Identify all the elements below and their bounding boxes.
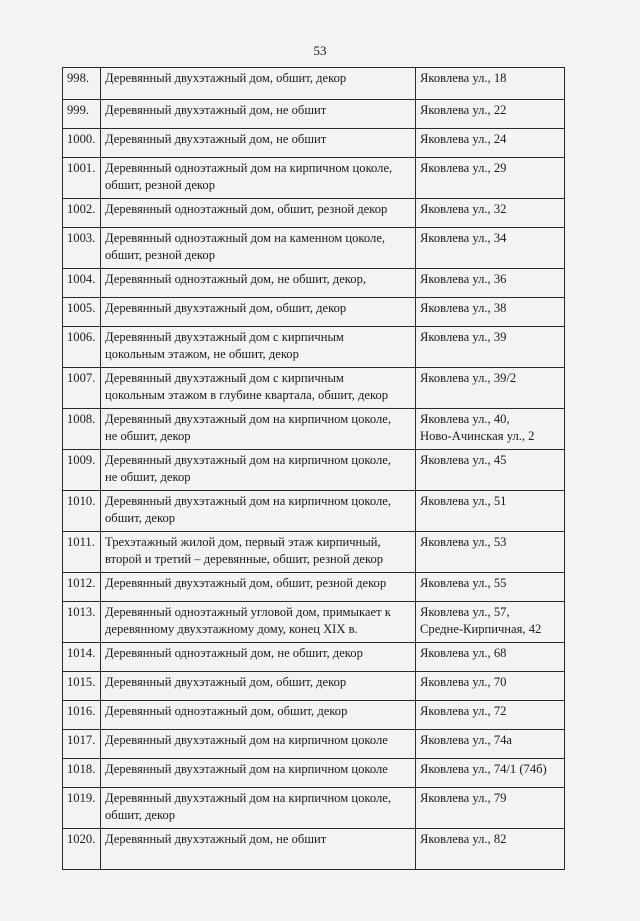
building-description: Деревянный одноэтажный угловой дом, примыкает к деревянному двухэтажному дому, конец XIX в. bbox=[101, 602, 416, 643]
building-address: Яковлева ул., 39 bbox=[416, 327, 565, 368]
building-address: Яковлева ул., 22 bbox=[416, 100, 565, 129]
table-row bbox=[63, 269, 565, 298]
building-description: Деревянный одноэтажный дом, не обшит, декор bbox=[101, 643, 416, 672]
row-number: 1014. bbox=[63, 643, 101, 672]
building-address: Яковлева ул., 34 bbox=[416, 228, 565, 269]
building-description: Деревянный одноэтажный дом на каменном цоколе, обшит, резной декор bbox=[101, 228, 416, 269]
building-description: Деревянный двухэтажный дом на кирпичном цоколе, обшит, декор bbox=[101, 788, 416, 829]
table-row bbox=[63, 643, 565, 672]
building-address: Яковлева ул., 82 bbox=[416, 829, 565, 870]
row-number: 1012. bbox=[63, 573, 101, 602]
building-address: Яковлева ул., 53 bbox=[416, 532, 565, 573]
table-row bbox=[63, 450, 565, 491]
building-address: Яковлева ул., 18 bbox=[416, 68, 565, 100]
building-address: Яковлева ул., 40, Ново-Ачинская ул., 2 bbox=[416, 409, 565, 450]
row-number: 1018. bbox=[63, 759, 101, 788]
row-number: 1017. bbox=[63, 730, 101, 759]
table-row bbox=[63, 701, 565, 730]
table-row bbox=[63, 100, 565, 129]
building-address: Яковлева ул., 79 bbox=[416, 788, 565, 829]
table-row bbox=[63, 368, 565, 409]
table-row bbox=[63, 228, 565, 269]
building-description: Деревянный одноэтажный дом на кирпичном цоколе, обшит, резной декор bbox=[101, 158, 416, 199]
building-description: Деревянный двухэтажный дом, не обшит bbox=[101, 829, 416, 870]
table-row bbox=[63, 672, 565, 701]
building-description: Деревянный одноэтажный дом, обшит, резной декор bbox=[101, 199, 416, 228]
building-address: Яковлева ул., 74а bbox=[416, 730, 565, 759]
building-address: Яковлева ул., 72 bbox=[416, 701, 565, 730]
heritage-registry-table bbox=[62, 67, 565, 870]
building-description: Деревянный двухэтажный дом с кирпичным цокольным этажом, не обшит, декор bbox=[101, 327, 416, 368]
table-row bbox=[63, 573, 565, 602]
building-description: Трехэтажный жилой дом, первый этаж кирпичный, второй и третий – деревянные, обшит, резной декор bbox=[101, 532, 416, 573]
building-address: Яковлева ул., 38 bbox=[416, 298, 565, 327]
building-description: Деревянный двухэтажный дом, обшит, декор bbox=[101, 298, 416, 327]
row-number: 1002. bbox=[63, 199, 101, 228]
table-row bbox=[63, 409, 565, 450]
building-address: Яковлева ул., 45 bbox=[416, 450, 565, 491]
building-description: Деревянный двухэтажный дом, не обшит bbox=[101, 129, 416, 158]
building-address: Яковлева ул., 39/2 bbox=[416, 368, 565, 409]
building-description: Деревянный одноэтажный дом, обшит, декор bbox=[101, 701, 416, 730]
building-description: Деревянный двухэтажный дом на кирпичном цоколе, не обшит, декор bbox=[101, 409, 416, 450]
row-number: 1007. bbox=[63, 368, 101, 409]
table-row bbox=[63, 491, 565, 532]
table-row bbox=[63, 298, 565, 327]
building-address: Яковлева ул., 68 bbox=[416, 643, 565, 672]
building-description: Деревянный двухэтажный дом, обшит, резной декор bbox=[101, 573, 416, 602]
row-number: 1019. bbox=[63, 788, 101, 829]
building-description: Деревянный двухэтажный дом, обшит, декор bbox=[101, 672, 416, 701]
building-description: Деревянный двухэтажный дом, не обшит bbox=[101, 100, 416, 129]
row-number: 1003. bbox=[63, 228, 101, 269]
building-address: Яковлева ул., 29 bbox=[416, 158, 565, 199]
building-address: Яковлева ул., 24 bbox=[416, 129, 565, 158]
table-row bbox=[63, 829, 565, 870]
page-number: 53 bbox=[313, 43, 327, 58]
building-description: Деревянный двухэтажный дом, обшит, декор bbox=[101, 68, 416, 100]
row-number: 1006. bbox=[63, 327, 101, 368]
building-description: Деревянный одноэтажный дом, не обшит, декор, bbox=[101, 269, 416, 298]
table-row bbox=[63, 759, 565, 788]
table-row bbox=[63, 129, 565, 158]
row-number: 1013. bbox=[63, 602, 101, 643]
building-address: Яковлева ул., 70 bbox=[416, 672, 565, 701]
row-number: 999. bbox=[63, 100, 101, 129]
table-row bbox=[63, 532, 565, 573]
building-address: Яковлева ул., 57, Средне-Кирпичная, 42 bbox=[416, 602, 565, 643]
row-number: 1005. bbox=[63, 298, 101, 327]
building-address: Яковлева ул., 36 bbox=[416, 269, 565, 298]
row-number: 1009. bbox=[63, 450, 101, 491]
building-description: Деревянный двухэтажный дом на кирпичном цоколе, обшит, декор bbox=[101, 491, 416, 532]
table-row bbox=[63, 327, 565, 368]
row-number: 998. bbox=[63, 68, 101, 100]
row-number: 1016. bbox=[63, 701, 101, 730]
table-row bbox=[63, 199, 565, 228]
building-description: Деревянный двухэтажный дом с кирпичным цокольным этажом в глубине квартала, обшит, декор bbox=[101, 368, 416, 409]
building-address: Яковлева ул., 51 bbox=[416, 491, 565, 532]
registry-table-body bbox=[63, 68, 565, 870]
table-row bbox=[63, 158, 565, 199]
row-number: 1001. bbox=[63, 158, 101, 199]
building-address: Яковлева ул., 32 bbox=[416, 199, 565, 228]
row-number: 1020. bbox=[63, 829, 101, 870]
row-number: 1008. bbox=[63, 409, 101, 450]
row-number: 1004. bbox=[63, 269, 101, 298]
building-description: Деревянный двухэтажный дом на кирпичном цоколе bbox=[101, 759, 416, 788]
table-row bbox=[63, 68, 565, 100]
building-address: Яковлева ул., 74/1 (74б) bbox=[416, 759, 565, 788]
building-description: Деревянный двухэтажный дом на кирпичном цоколе bbox=[101, 730, 416, 759]
row-number: 1010. bbox=[63, 491, 101, 532]
row-number: 1015. bbox=[63, 672, 101, 701]
table-row bbox=[63, 730, 565, 759]
building-address: Яковлева ул., 55 bbox=[416, 573, 565, 602]
building-description: Деревянный двухэтажный дом на кирпичном цоколе, не обшит, декор bbox=[101, 450, 416, 491]
table-row bbox=[63, 788, 565, 829]
table-row bbox=[63, 602, 565, 643]
row-number: 1000. bbox=[63, 129, 101, 158]
row-number: 1011. bbox=[63, 532, 101, 573]
